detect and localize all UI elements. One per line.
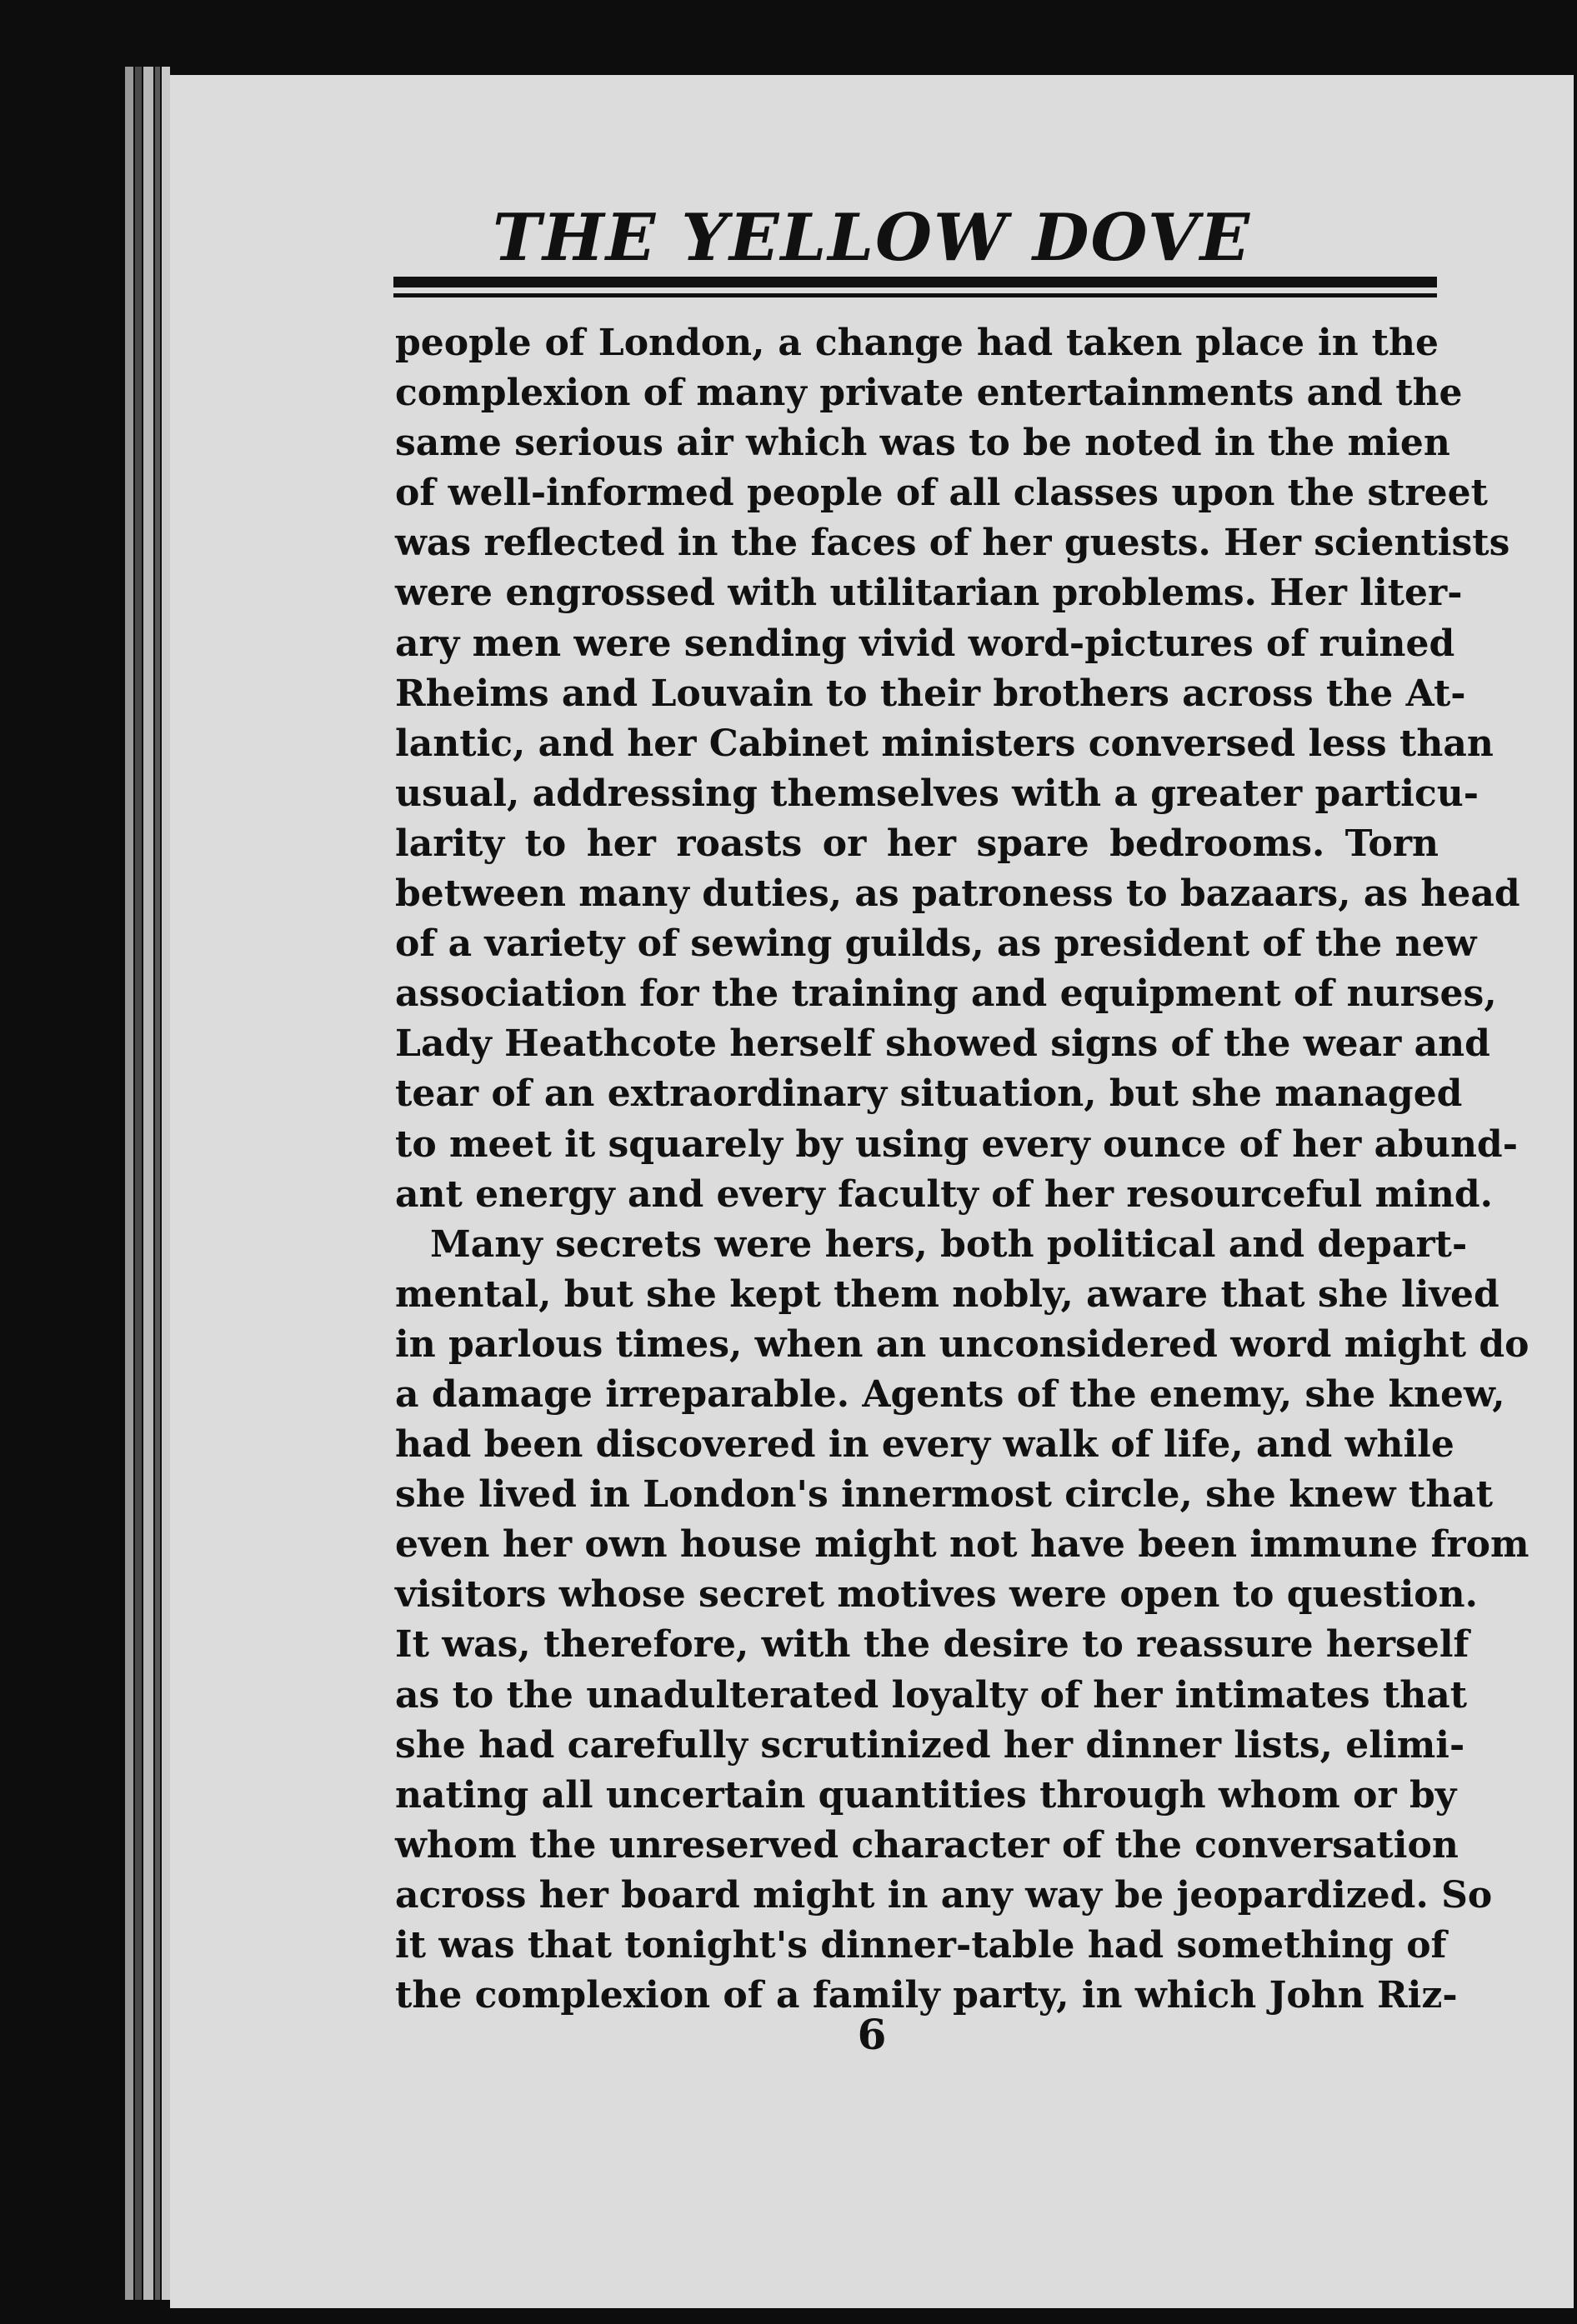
text-line: were engrossed with utilitarian problems. Her liter- xyxy=(395,572,1463,615)
text-line: the complexion of a family party, in which John Riz- xyxy=(395,1974,1458,2017)
text-line: usual, addressing themselves with a greater particu- xyxy=(395,772,1479,815)
text-line: a damage irreparable. Agents of the enemy, she knew, xyxy=(395,1372,1505,1416)
text-line: she lived in London's innermost circle, she knew that xyxy=(395,1473,1494,1517)
page-edge xyxy=(135,67,142,2300)
header-rule-thin xyxy=(393,293,1437,297)
text-line: ary men were sending vivid word-pictures of ruined xyxy=(395,622,1455,665)
book-page xyxy=(170,75,1574,2308)
page-edge xyxy=(155,67,160,2300)
text-line: between many duties, as patroness to bazaars, as head xyxy=(395,872,1520,916)
text-line: in parlous times, when an unconsidered word might do xyxy=(395,1322,1529,1366)
text-line: lantic, and her Cabinet ministers conversed less than xyxy=(395,722,1494,765)
text-line: ant energy and every faculty of her resourceful mind. xyxy=(395,1172,1493,1216)
text-line: It was, therefore, with the desire to reassure herself xyxy=(395,1623,1469,1667)
text-line: mental, but she kept them nobly, aware that she lived xyxy=(395,1272,1499,1316)
text-line: whom the unreserved character of the conversation xyxy=(395,1823,1459,1867)
header-rule-thick xyxy=(393,277,1437,287)
text-line: Rheims and Louvain to their brothers across the At- xyxy=(395,672,1466,715)
running-header: THE YELLOW DOVE xyxy=(492,200,1252,276)
page-number: 6 xyxy=(857,2010,887,2059)
text-line: as to the unadulterated loyalty of her intimates that xyxy=(395,1673,1468,1717)
text-line: same serious air which was to be noted in the mien xyxy=(395,422,1450,465)
text-line: tear of an extraordinary situation, but she managed xyxy=(395,1072,1463,1116)
text-line: across her board might in any way be jeopardized. So xyxy=(395,1873,1493,1917)
text-line: even her own house might not have been immune from xyxy=(395,1523,1529,1567)
page-edge xyxy=(162,67,170,2300)
text-line: she had carefully scrutinized her dinner lists, elimi- xyxy=(395,1723,1465,1767)
page-edge xyxy=(143,67,153,2300)
body-text xyxy=(395,318,1529,2021)
page-edge xyxy=(125,67,133,2300)
text-line: people of London, a change had taken place in the xyxy=(395,322,1439,364)
text-line: had been discovered in every walk of life, and while xyxy=(395,1423,1454,1467)
text-line: of well-informed people of all classes upon the street xyxy=(395,472,1488,515)
text-line: nating all uncertain quantities through whom or by xyxy=(395,1773,1457,1817)
text-line: Lady Heathcote herself showed signs of the wear and xyxy=(395,1022,1490,1066)
text-line: was reflected in the faces of her guests. Her scientists xyxy=(395,522,1510,565)
text-line: Many secrets were hers, both political and depart- xyxy=(430,1222,1468,1266)
text-line: association for the training and equipment of nurses, xyxy=(395,972,1497,1016)
text-line: of a variety of sewing guilds, as president of the new xyxy=(395,922,1477,966)
text-line: complexion of many private entertainments and the xyxy=(395,372,1463,415)
text-line: to meet it squarely by using every ounce of her abund- xyxy=(395,1122,1518,1166)
text-line: visitors whose secret motives were open to question. xyxy=(395,1573,1478,1617)
text-line: larity to her roasts or her spare bedrooms. Torn xyxy=(395,822,1439,865)
text-line: it was that tonight's dinner-table had something of xyxy=(395,1924,1447,1967)
